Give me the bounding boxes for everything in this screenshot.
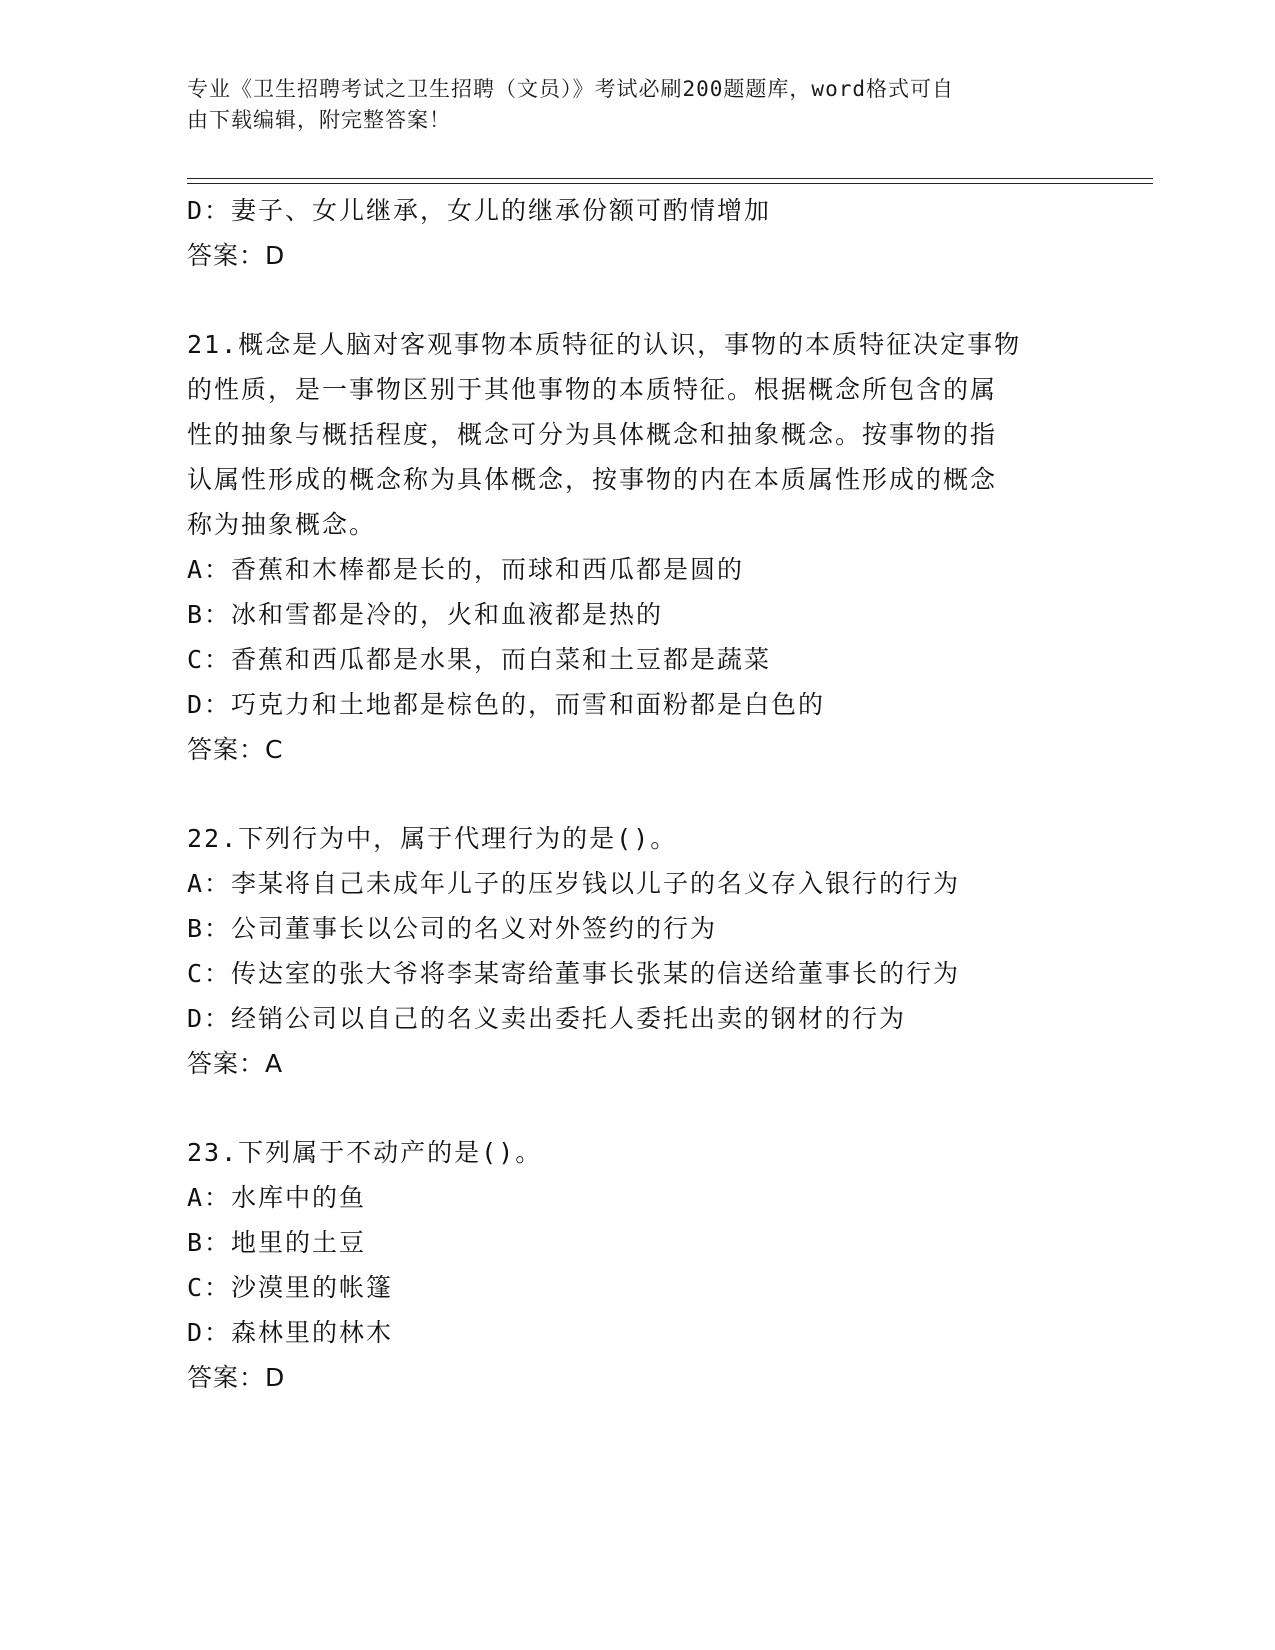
question-stem (187, 322, 1067, 547)
option-c: C：香蕉和西瓜都是水果，而白菜和土豆都是蔬菜 (187, 645, 772, 674)
stem-line: 的性质，是一事物区别于其他事物的本质特征。根据概念所包含的属 (187, 375, 998, 404)
header-line-2: 由下载编辑，附完整答案！ (187, 108, 451, 132)
option-b: B：冰和雪都是冷的，火和血液都是热的 (187, 600, 664, 629)
header-line-1: 专业《卫生招聘考试之卫生招聘（文员）》考试必刷200题题库，word格式可自 (187, 77, 954, 101)
option-a: A：水库中的鱼 (187, 1183, 367, 1212)
option-d: D：经销公司以自己的名义卖出委托人委托出卖的钢材的行为 (187, 1004, 907, 1033)
answer: 答案：A (187, 1049, 284, 1078)
question-23 (187, 1130, 1087, 1400)
question-21 (187, 322, 1087, 772)
answer: 答案：D (187, 241, 286, 270)
question-stem: 23.下列属于不动产的是()。 (187, 1138, 543, 1167)
stem-line: 认属性形成的概念称为具体概念，按事物的内在本质属性形成的概念 (187, 465, 998, 494)
document-header (187, 74, 1067, 136)
answer: 答案：D (187, 1363, 286, 1392)
option-b: B：公司董事长以公司的名义对外签约的行为 (187, 914, 718, 943)
header-rule-bottom (187, 183, 1153, 184)
option-d: D：巧克力和土地都是棕色的，而雪和面粉都是白色的 (187, 690, 826, 719)
previous-question-tail (187, 188, 1087, 278)
answer: 答案：C (187, 735, 284, 764)
header-rule-top (187, 178, 1153, 179)
stem-line: 称为抽象概念。 (187, 510, 377, 539)
question-22 (187, 816, 1087, 1086)
option-b: B：地里的土豆 (187, 1228, 367, 1257)
option-d: D：妻子、女儿继承，女儿的继承份额可酌情增加 (187, 196, 772, 225)
stem-line: 性的抽象与概括程度，概念可分为具体概念和抽象概念。按事物的指 (187, 420, 998, 449)
option-d: D：森林里的林木 (187, 1318, 394, 1347)
stem-line: 21.概念是人脑对客观事物本质特征的认识，事物的本质特征决定事物 (187, 330, 1022, 359)
option-c: C：沙漠里的帐篷 (187, 1273, 394, 1302)
question-list (187, 188, 1087, 1400)
option-c: C：传达室的张大爷将李某寄给董事长张某的信送给董事长的行为 (187, 959, 961, 988)
question-stem: 22.下列行为中，属于代理行为的是()。 (187, 824, 678, 853)
option-a: A：香蕉和木棒都是长的，而球和西瓜都是圆的 (187, 555, 745, 584)
option-a: A：李某将自己未成年儿子的压岁钱以儿子的名义存入银行的行为 (187, 869, 961, 898)
